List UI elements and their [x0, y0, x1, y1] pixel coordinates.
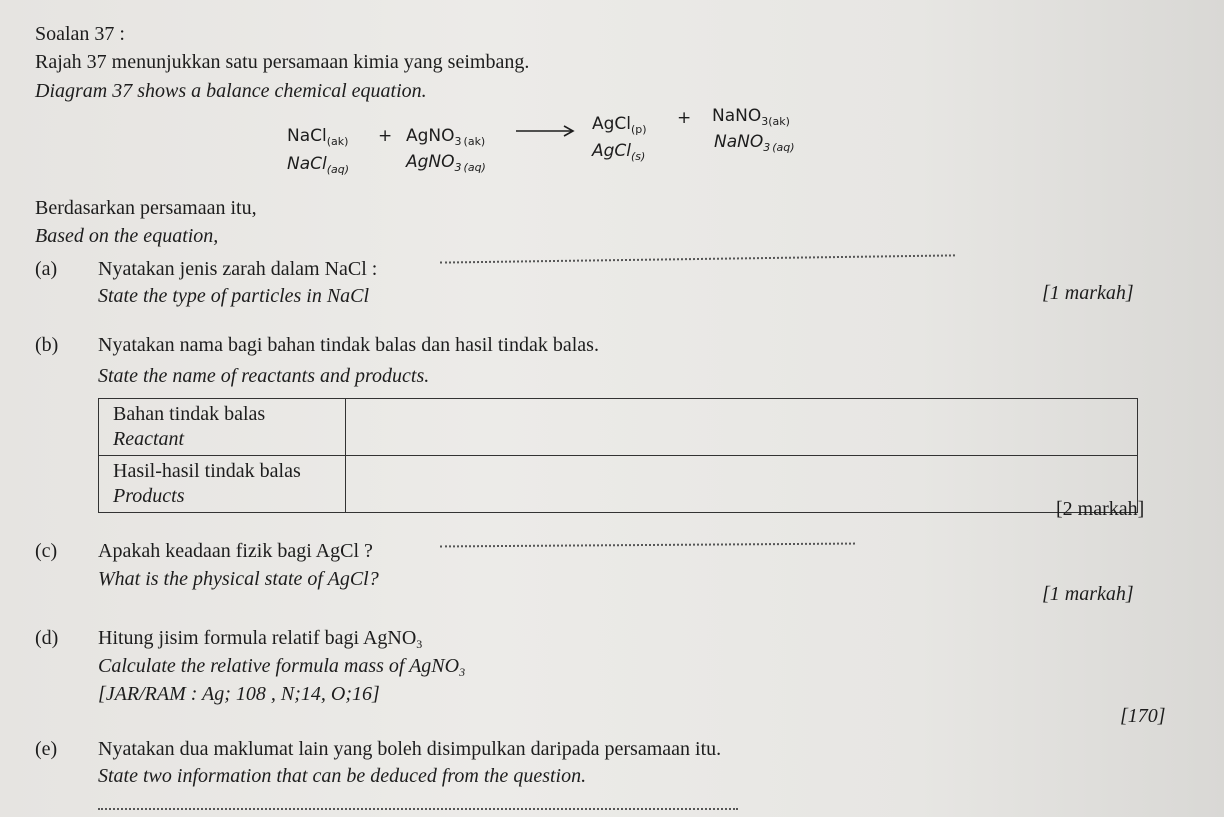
answer-table — [98, 398, 1138, 513]
answer-d: [170] — [1120, 705, 1166, 727]
answer-line-c[interactable] — [440, 543, 855, 548]
question-e-malay: Nyatakan dua maklumat lain yang boleh disimpulkan daripada persamaan itu. — [98, 738, 722, 760]
answer-line-e[interactable] — [98, 808, 738, 810]
question-a-english: State the type of particles in NaCl — [98, 285, 370, 307]
product-1-en: AgCl$_{(s)}$ — [592, 141, 646, 163]
product-2-ms: NaNO$_{3(ak)}$ — [712, 106, 790, 128]
table-row — [99, 456, 1138, 513]
question-b-english: State the name of reactants and products. — [98, 365, 430, 387]
marks-c: [1 markah] — [1042, 583, 1134, 605]
question-b-malay: Nyatakan nama bagi bahan tindak balas dan hasil tindak balas. — [98, 334, 599, 356]
question-c-number: (c) — [35, 540, 58, 562]
question-a-malay: Nyatakan jenis zarah dalam NaCl : — [98, 258, 378, 280]
row-label-ms: Hasil-hasil tindak balas — [113, 460, 301, 482]
marks-a: [1 markah] — [1042, 282, 1134, 304]
table-row — [99, 399, 1138, 456]
row-label-en: Products — [113, 485, 185, 507]
reactant-1-ms: NaCl$_{(ak)}$ — [287, 126, 349, 148]
question-c-malay: Apakah keadaan fizik bagi AgCl ? — [98, 540, 373, 562]
question-d-number: (d) — [35, 627, 59, 649]
relative-atomic-mass: [JAR/RAM : Ag; 108 , N;14, O;16] — [98, 683, 380, 705]
question-d-malay: Hitung jisim formula relatif bagi AgNO$_3$ — [98, 627, 423, 651]
intro-english: Diagram 37 shows a balance chemical equation. — [35, 80, 427, 102]
question-b-number: (b) — [35, 334, 59, 356]
based-malay: Berdasarkan persamaan itu, — [35, 197, 257, 219]
marks-b: [2 markah] — [1056, 498, 1145, 520]
plus-sign-1: + — [378, 126, 393, 146]
answer-cell-reactant[interactable] — [346, 399, 1138, 456]
answer-cell-products[interactable] — [346, 456, 1138, 513]
plus-sign-2: + — [677, 108, 692, 128]
row-label-reactant — [99, 399, 346, 456]
row-label-products — [99, 456, 346, 513]
reactant-1-en: NaCl$_{(aq)}$ — [287, 154, 350, 176]
question-d-english: Calculate the relative formula mass of AgNO$_3$ — [98, 655, 466, 679]
product-1-ms: AgCl$_{(p)}$ — [592, 114, 647, 136]
reaction-arrow-icon — [514, 122, 578, 138]
question-c-english: What is the physical state of AgCl? — [98, 568, 379, 590]
based-english: Based on the equation, — [35, 225, 219, 247]
row-label-ms: Bahan tindak balas — [113, 403, 266, 425]
question-e-english: State two information that can be deduced from the question. — [98, 765, 587, 787]
intro-malay: Rajah 37 menunjukkan satu persamaan kimia yang seimbang. — [35, 51, 530, 73]
reactant-2-en: AgNO$_3$ $_{(aq)}$ — [406, 152, 486, 174]
question-e-number: (e) — [35, 738, 58, 760]
answer-line-a[interactable] — [440, 254, 955, 263]
row-label-en: Reactant — [113, 428, 185, 450]
product-2-en: NaNO$_3$ $_{(aq)}$ — [714, 132, 795, 154]
question-a-number: (a) — [35, 258, 58, 280]
question-title: Soalan 37 : — [35, 23, 125, 45]
reactant-2-ms: AgNO$_3$ $_{(ak)}$ — [406, 126, 486, 148]
